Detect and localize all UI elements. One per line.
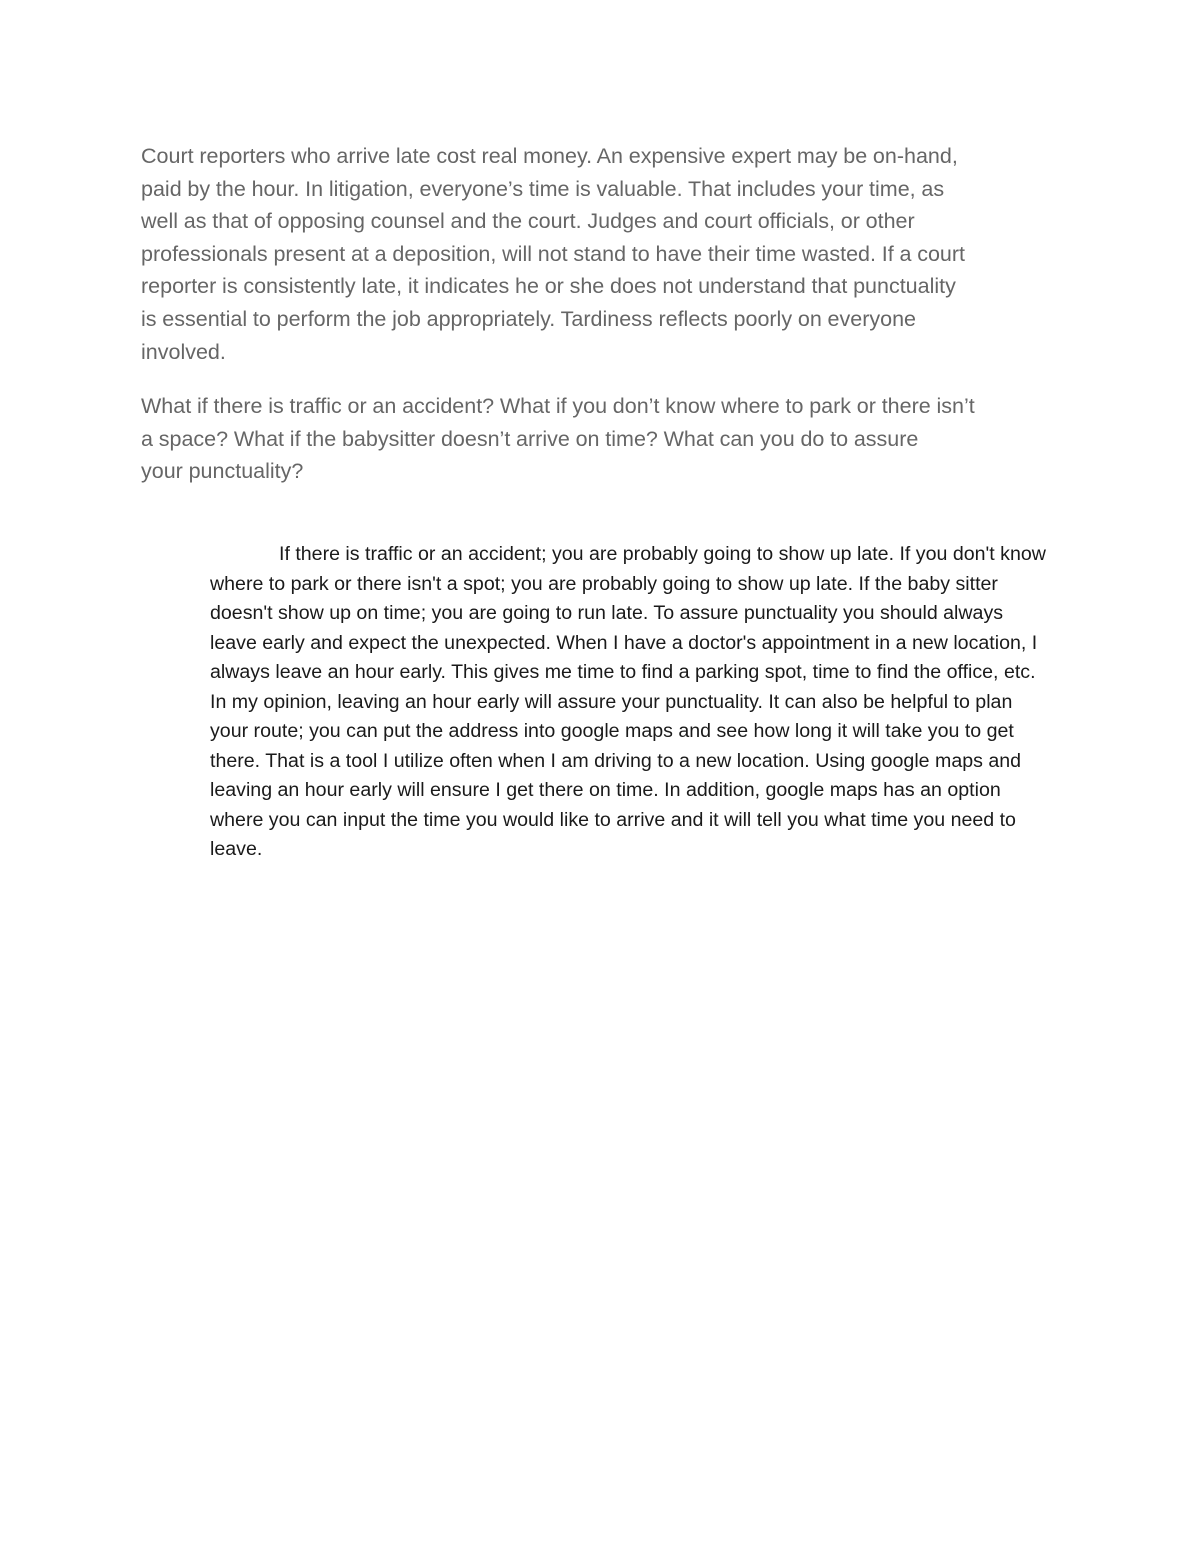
text-line: Court reporters who arrive late cost real money. An expensive expert may be on-hand, <box>141 144 958 168</box>
text-line: professionals present at a deposition, will not stand to have their time wasted. If a court <box>141 241 966 266</box>
text-line: your route; you can put the address into google maps and see how long it will take you to get <box>210 720 1014 742</box>
text-line: where you can input the time you would like to arrive and it will tell you what time you need to <box>210 808 1016 831</box>
text-line: where to park or there isn't a spot; you are probably going to show up late. If the baby sitter <box>210 572 998 595</box>
text-line: there. That is a tool I utilize often when I am driving to a new location. Using google maps and <box>210 749 1022 772</box>
text-line: well as that of opposing counsel and the court. Judges and court officials, or other <box>141 209 915 234</box>
text-line: your punctuality? <box>141 459 304 484</box>
text-line: In my opinion, leaving an hour early will assure your punctuality. It can also be helpful to plan <box>210 690 1013 713</box>
text-line: doesn't show up on time; you are going to run late. To assure punctuality you should always <box>210 602 1004 624</box>
text-line: reporter is consistently late, it indicates he or she does not understand that punctuality <box>141 274 956 299</box>
prompt-paragraph-2 <box>141 390 1071 488</box>
text-line: always leave an hour early. This gives me time to find a parking spot, time to find the office, etc. <box>210 661 1036 683</box>
text-line: leave early and expect the unexpected. When I have a doctor's appointment in a new location, I <box>210 631 1038 654</box>
response-paragraph <box>141 540 1066 865</box>
text-line: involved. <box>141 339 226 364</box>
text-line: paid by the hour. In litigation, everyone’s time is valuable. That includes your time, as <box>141 176 945 201</box>
text-line: is essential to perform the job appropriately. Tardiness reflects poorly on everyone <box>141 306 916 331</box>
text-line: leave. <box>210 838 263 860</box>
text-line: a space? What if the babysitter doesn’t arrive on time? What can you do to assure <box>141 426 919 451</box>
text-line: What if there is traffic or an accident? What if you don’t know where to park or there isn’t <box>141 394 975 418</box>
text-line: leaving an hour early will ensure I get there on time. In addition, google maps has an option <box>210 779 1001 801</box>
prompt-paragraph-1 <box>141 140 1071 368</box>
text-line: If there is traffic or an accident; you are probably going to show up late. If you don't know <box>279 543 1046 565</box>
